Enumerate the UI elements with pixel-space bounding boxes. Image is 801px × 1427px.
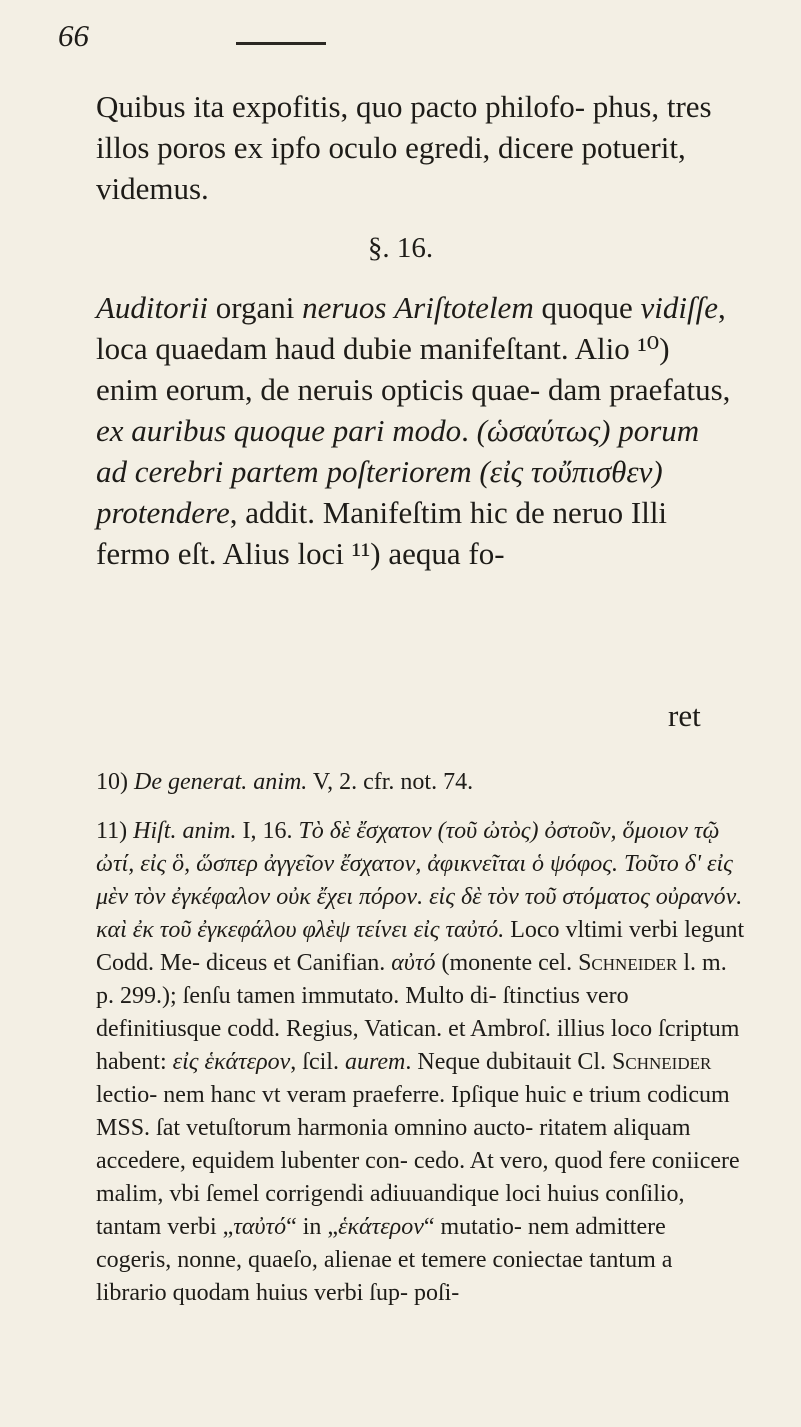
page-number: 66 bbox=[58, 18, 89, 53]
fn11-greek-ekateron: εἰς ἑκάτερον bbox=[172, 1049, 291, 1075]
paragraph-main bbox=[96, 287, 736, 574]
p2-aristotelem: Ariſtotelem bbox=[394, 290, 534, 325]
fn11-text-e: . Neque dubitauit Cl. bbox=[405, 1049, 613, 1075]
fn11-greek-tauto: ταὐτό bbox=[233, 1214, 287, 1240]
fn11-schneider-2: Schneider bbox=[612, 1049, 712, 1075]
p2-rest2: , addit. Manifeſtim hic de neruo Illi fermo eſt. Alius loci ¹¹) aequa fo- bbox=[96, 495, 668, 571]
footnote-10 bbox=[96, 766, 746, 799]
footnote-11 bbox=[96, 815, 746, 1310]
p2-quoque: quoque bbox=[533, 290, 641, 325]
p2-protendere: protendere bbox=[96, 495, 230, 530]
fn11-text-a: Loco vltimi verbi legunt Codd. Me- diceus et Canifian. bbox=[96, 917, 745, 976]
p2-greek-toupisthen: (εἰς τοὔπισθεν) bbox=[479, 454, 663, 489]
p2-vidisse: vidiſſe bbox=[640, 290, 718, 325]
p2-organi: organi bbox=[207, 290, 303, 325]
fn11-schneider-1: Schneider bbox=[578, 950, 678, 976]
paragraph-intro: Quibus ita expofitis, quo pacto philofo- phus, tres illos poros ex ipfo oculo egredi, dicere potuerit, videmus. bbox=[96, 89, 712, 206]
p2-auditorii: Auditorii bbox=[96, 290, 208, 325]
p2-greek-hosautos: (ὡσαύτως) bbox=[476, 413, 611, 448]
p2-rest1: , loca quaedam haud dubie manifeſtant. Alio ¹⁰) enim eorum, de neruis opticis quae- dam praefatus, bbox=[96, 290, 731, 407]
p2-porum: porum ad cerebri partem poſteriorem bbox=[96, 413, 700, 489]
fn11-text-c: l. m. p. 299.); ſenſu tamen immutato. Multo di- ſtinctius vero definitiusque codd. Regius, Vatican. et Ambroſ. illius loco ſcriptum habent: bbox=[96, 950, 740, 1075]
fn11-greek-ekateron-2: ἑκάτερον bbox=[338, 1214, 424, 1240]
catchword: ret bbox=[668, 698, 701, 733]
p2-neruos: neruos bbox=[302, 290, 387, 325]
fn11-greek-quote: Τὸ δὲ ἔσχατον (τοῦ ὠτὸς) ὀστοῦν, ὅμοιον τῷ ὠτί, εἰς ὃ, ὥσπερ ἀγγεῖον ἔσχατον, ἀφικνεῖται ὁ ψόφος. Τοῦτο δ' εἰς μὲν τὸν ἐγκέφαλον οὐκ ἔχει πόρον. εἰς δὲ τὸν τοῦ στόματος οὐρανόν. καὶ ἐκ τοῦ ἐγκεφάλου φλὲψ τείνει εἰς ταὐτό. bbox=[96, 818, 743, 943]
fn11-text-g: “ in „ bbox=[286, 1214, 339, 1240]
p2-ex-auribus: ex auribus quoque pari modo bbox=[96, 413, 462, 448]
fn11-text-d: , ſcil. bbox=[290, 1049, 345, 1075]
fn10-title: De generat. anim. bbox=[134, 769, 308, 795]
section-heading: §. 16. bbox=[367, 232, 434, 264]
fn11-ref: I, 16. bbox=[236, 818, 299, 844]
fn11-text-f: lectio- nem hanc vt veram praeferre. Ipſique huic e trium codicum MSS. ſat vetuſtorum harmonia omnino aucto- ritatem aliquam accedere, equidem lubenter con- cedo. At vero, quod fere coniicere malim, vbi ſemel corrigendi adiuuandique loci huius conſilio, tantam verbi „ bbox=[96, 1082, 740, 1240]
fn11-greek-auto: αὐτό bbox=[391, 950, 436, 976]
p2-dot: . bbox=[461, 413, 477, 448]
fn11-text-h: “ mutatio- nem admittere cogeris, nonne, quaeſo, alienae et temere coniectae tantum a librario quodam huius verbi ſup- poſi- bbox=[96, 1214, 673, 1306]
fn11-aurem: aurem bbox=[344, 1049, 406, 1075]
fn10-number: 10) bbox=[96, 769, 134, 795]
fn10-rest: V, 2. cfr. not. 74. bbox=[307, 769, 474, 795]
header-rule bbox=[236, 42, 326, 45]
fn11-number: 11) bbox=[96, 818, 134, 844]
fn11-text-b: (monente cel. bbox=[435, 950, 579, 976]
fn11-title: Hiſt. anim. bbox=[133, 818, 237, 844]
